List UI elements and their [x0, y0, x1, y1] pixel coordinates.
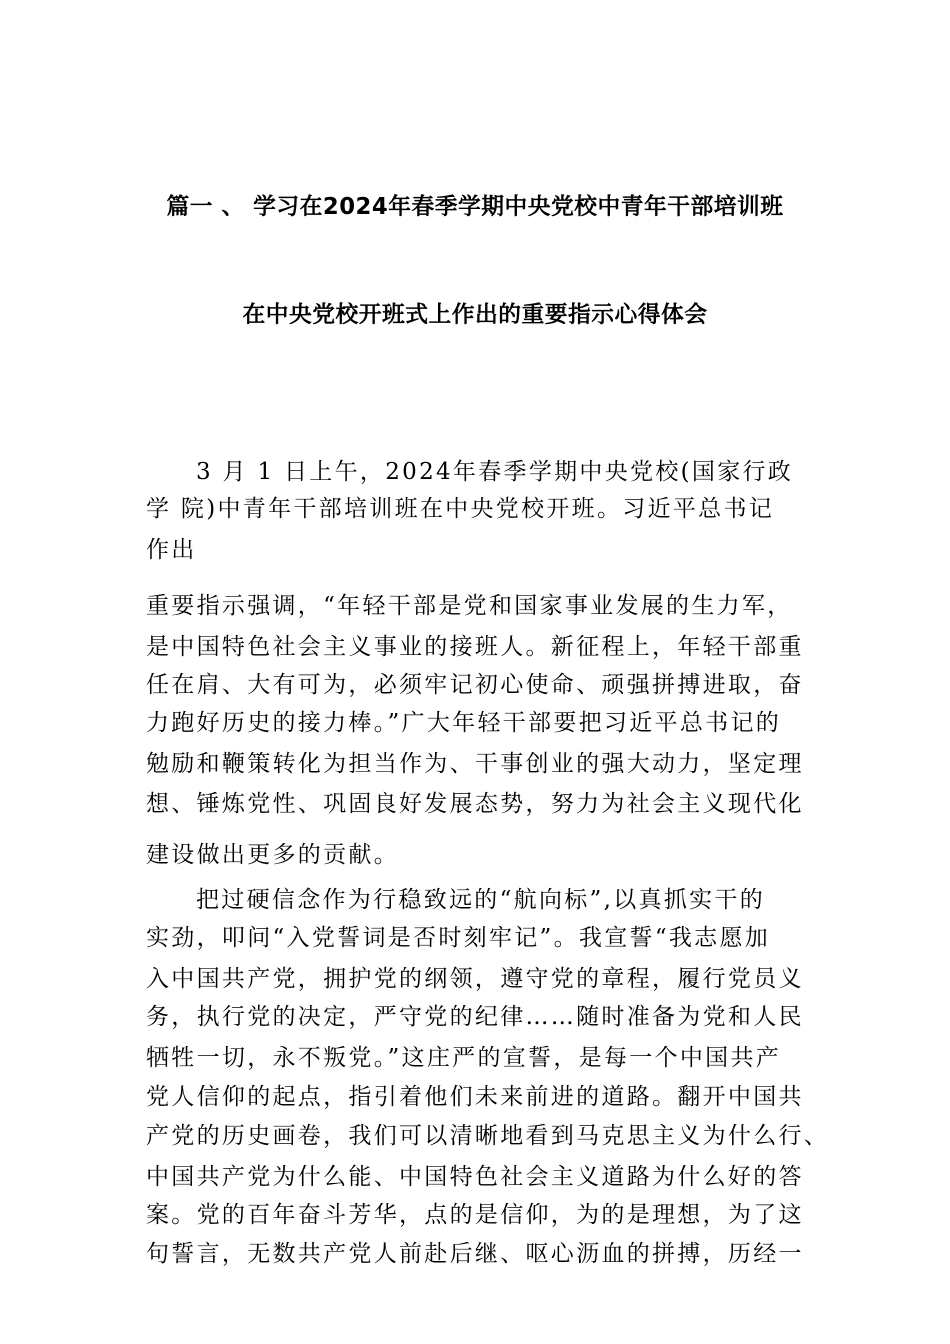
- paragraph-line: 是中国特色社会主义事业的接班人。新征程上，年轻干部重: [146, 634, 804, 660]
- paragraph-line: 句誓言，无数共产党人前赴后继、呕心沥血的拼搏，历经一: [146, 1241, 804, 1267]
- paragraph-line: 务，执行党的决定，严守党的纪律……随时准备为党和人民: [146, 1004, 804, 1030]
- paragraph-line: 学 院)中青年干部培训班在中央党校开班。习近平总书记: [146, 496, 775, 522]
- paragraph-line: 中国共产党为什么能、中国特色社会主义道路为什么好的答: [146, 1164, 804, 1190]
- paragraph-line: 入中国共产党，拥护党的纲领，遵守党的章程，履行党员义: [146, 966, 804, 992]
- paragraph-line: 重要指示强调，“年轻干部是党和国家事业发展的生力军，: [146, 593, 793, 619]
- document-title-line-2: 在中央党校开班式上作出的重要指示心得体会: [242, 302, 708, 328]
- paragraph-line: 建设做出更多的贡献。: [146, 842, 399, 868]
- paragraph-line: 案。党的百年奋斗芳华，点的是信仰，为的是理想，为了这: [146, 1202, 804, 1228]
- paragraph-line: 党人信仰的起点，指引着他们未来前进的道路。翻开中国共: [146, 1084, 804, 1110]
- paragraph-line: 把过硬信念作为行稳致远的“航向标”,以真抓实干的: [196, 887, 766, 913]
- paragraph-line: 牺牲一切，永不叛党。”这庄严的宣誓，是每一个中国共产: [146, 1045, 782, 1071]
- paragraph-line: 力跑好历史的接力棒。”广大年轻干部要把习近平总书记的: [146, 710, 782, 736]
- document-title-line-1: 篇一 、 学习在2024年春季学期中央党校中青年干部培训班: [166, 194, 784, 220]
- paragraph-line: 实劲，叩问“入党誓词是否时刻牢记”。我宣誓“我志愿加: [146, 925, 771, 951]
- paragraph-line: 作出: [146, 537, 197, 563]
- paragraph-line: 任在肩、大有可为，必须牢记初心使命、顽强拼搏进取，奋: [146, 672, 804, 698]
- paragraph-line: 产党的历史画卷，我们可以清晰地看到马克思主义为什么行、: [146, 1123, 830, 1149]
- paragraph-line: 想、锤炼党性、巩固良好发展态势，努力为社会主义现代化: [146, 791, 804, 817]
- paragraph-line: 勉励和鞭策转化为担当作为、干事创业的强大动力，坚定理: [146, 751, 804, 777]
- paragraph-line: 3 月 1 日上午，2024年春季学期中央党校(国家行政: [196, 459, 794, 485]
